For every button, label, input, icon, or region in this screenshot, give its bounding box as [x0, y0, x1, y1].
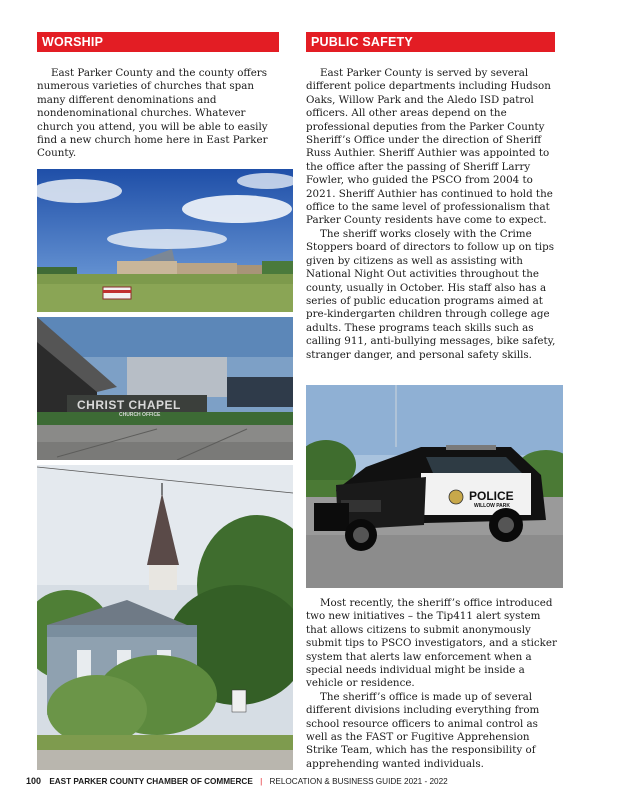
worship-body: [37, 67, 279, 161]
church-exterior-photo: [37, 169, 293, 312]
section-heading-public-safety: [306, 32, 555, 52]
police-door-subtext: WILLOW PARK: [474, 503, 511, 509]
historic-church-photo: [37, 465, 293, 770]
public-safety-paragraph: The sheriff works closely with the Crime Stoppers board of directors to follow up on tips given by citizens as well as assisting with National Night Out activities throughout the county, usually in October. His staff also has a series of public education programs aimed at pre-kindergarten children through college age adults. These programs teach skills such as calling 911, anti-bullying messages, bike safety, stranger danger, and personal safety skills.: [306, 227, 556, 361]
police-suv-photo: [306, 385, 563, 588]
section-heading-worship-text: WORSHIP: [42, 35, 104, 49]
page-number: 100: [26, 776, 42, 786]
page-footer: [26, 776, 448, 786]
footer-separator: |: [260, 777, 263, 786]
section-heading-worship: [37, 32, 279, 52]
public-safety-paragraph: East Parker County is served by several different police departments including Hudson Oaks, Willow Park and the Aledo ISD patrol officers. All other areas depend on the professional deputies from the Parker County Sheriff’s Office under the direction of Sheriff Russ Authier. Sheriff Authier was appointed to the office after the passing of Sheriff Larry Fowler, who guided the PSCO from 2004 to 2021. Sheriff Authier has continued to hold the office to the same level of professionalism that Parker County residents have come to expect.: [306, 67, 553, 227]
section-heading-public-safety-text: PUBLIC SAFETY: [311, 35, 413, 49]
public-safety-body-top: [306, 67, 558, 362]
public-safety-paragraph: The sheriff’s office is made up of several different divisions including everything from school resource officers to animal control as well as the FAST or Fugitive Apprehension Strike Team, which has the responsibility of apprehending wanted individuals.: [306, 690, 540, 770]
public-safety-paragraph: Most recently, the sheriff’s office introduced two new initiatives – the Tip411 alert system that allows citizens to submit anonymously submit tips to PSCO investigators, and a sticker system that alerts law enforcement when a special needs individual might be inside a vehicle or residence.: [306, 597, 557, 690]
footer-guide-title: RELOCATION & BUSINESS GUIDE 2021 - 2022: [269, 777, 448, 786]
footer-organization: EAST PARKER COUNTY CHAMBER OF COMMERCE: [49, 777, 253, 786]
chapel-subsign-text: CHURCH OFFICE: [119, 412, 161, 418]
christ-chapel-photo: [37, 317, 293, 460]
police-door-text: POLICE: [469, 489, 514, 503]
chapel-sign-text: CHRIST CHAPEL: [77, 398, 181, 412]
worship-paragraph: East Parker County and the county offers numerous varieties of churches that span many different denominations and nondenominational churches. Whatever church you attend, you will be able to easily find a new church home here in East Parker County.: [37, 67, 268, 160]
public-safety-body-bottom: [306, 597, 558, 771]
